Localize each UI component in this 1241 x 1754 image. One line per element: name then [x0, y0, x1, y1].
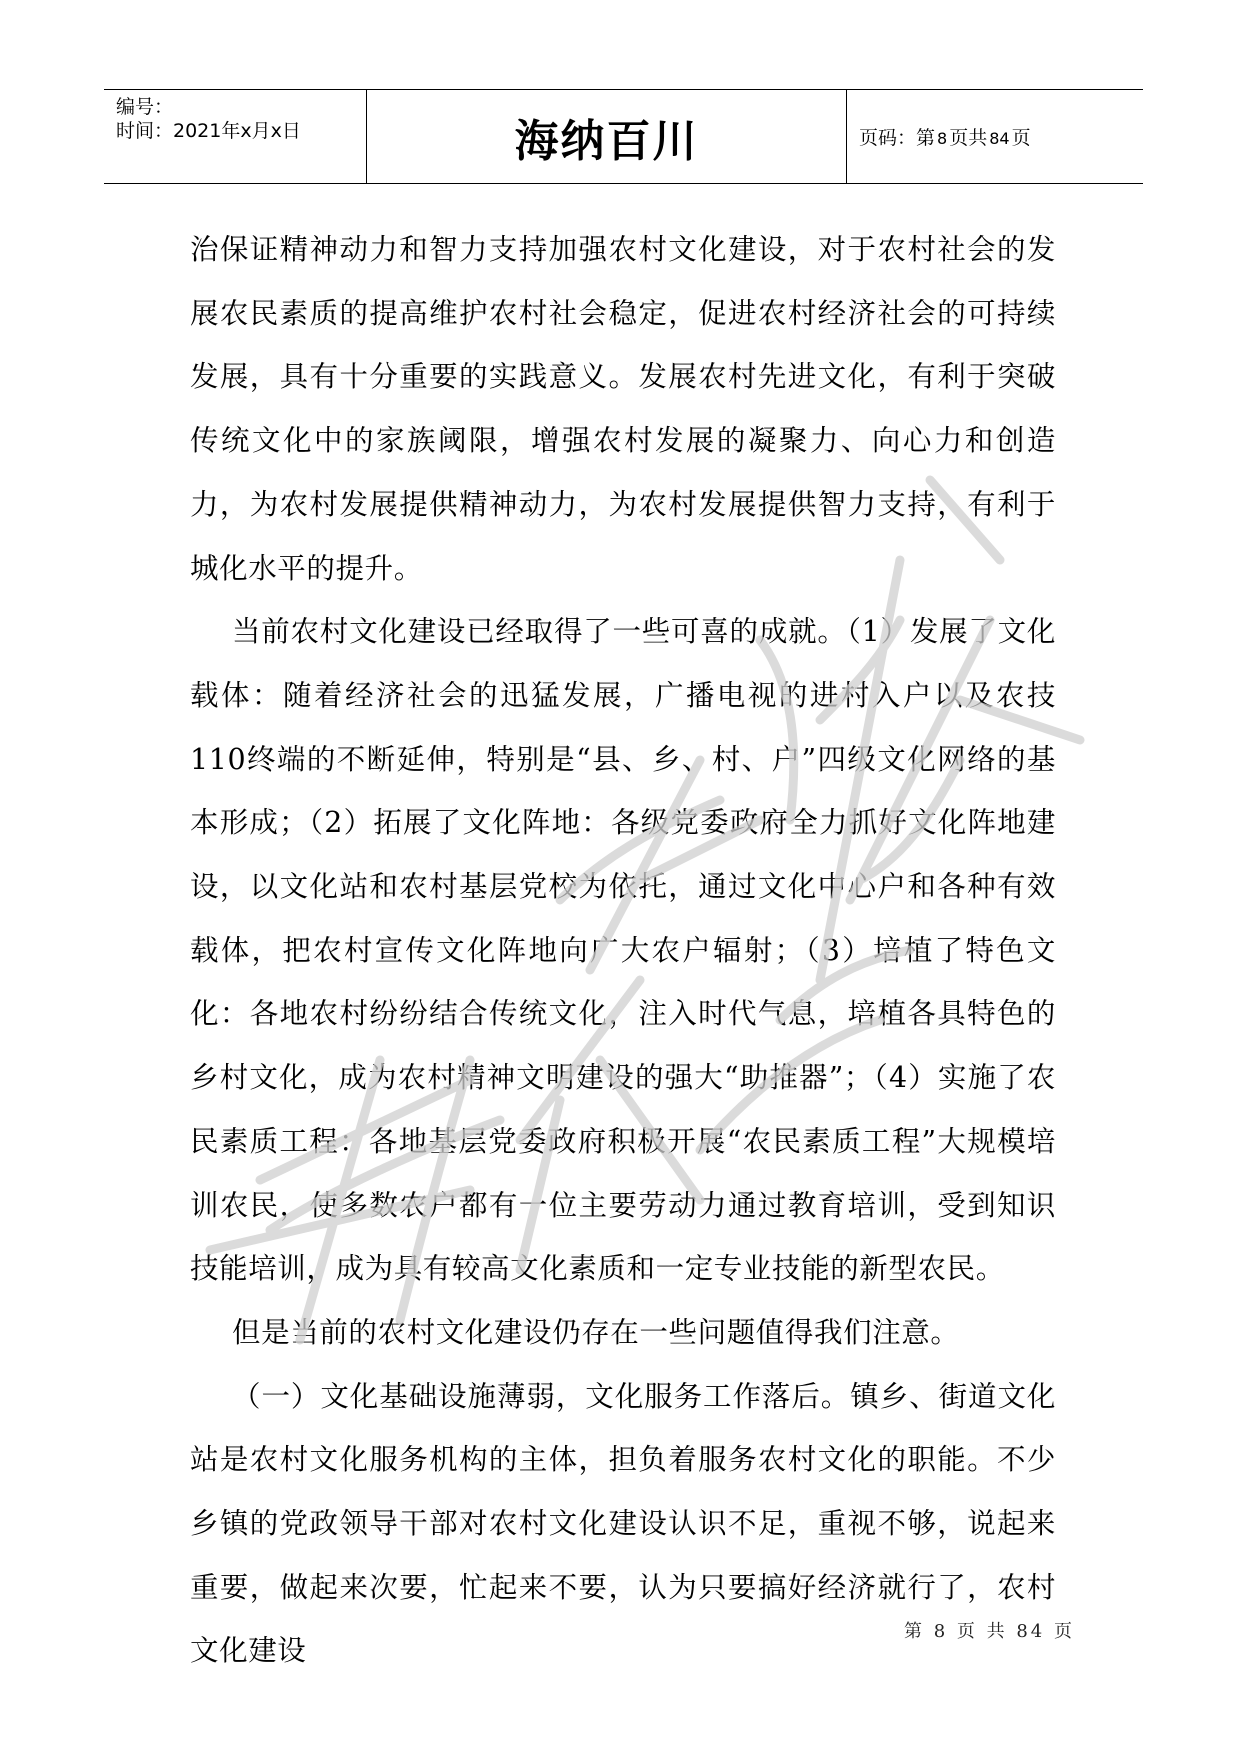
header-title-cell	[367, 90, 847, 183]
paragraph: 治保证精神动力和智力支持加强农村文化建设，对于农村社会的发展农民素质的提高维护农村社会稳定，促进农村经济社会的可持续发展，具有十分重要的实践意义。发展农村先进文化，有利于突破传统文化中的家族阈限，增强农村发展的凝聚力、向心力和创造力，为农村发展提供精神动力，为农村发展提供智力支持，有利于城化水平的提升。	[190, 233, 1056, 585]
paragraph: （一）文化基础设施薄弱，文化服务工作落后。镇乡、街道文化站是农村文化服务机构的主体，担负着服务农村文化的职能。不少乡镇的党政领导干部对农村文化建设认识不足，重视不够，说起来重要，做起来次要，忙起来不要，认为只要搞好经济就行了，农村文化建设	[190, 1379, 1056, 1668]
header-page-info	[859, 123, 1031, 150]
header-left-cell	[104, 90, 367, 183]
page-suffix: 页	[1011, 127, 1031, 149]
header-title: 海纳百川	[514, 115, 699, 167]
header-page-cell	[847, 90, 1143, 183]
paragraph: 当前农村文化建设已经取得了一些可喜的成就。（1）发展了文化载体：随着经济社会的迅猛发展，广播电视的进村入户以及农技110终端的不断延伸，特别是“县、乡、村、户”四级文化网络的基本形成；（2）拓展了文化阵地：各级党委政府全力抓好文化阵地建设，以文化站和农村基层党校为依托，通过文化中心户和各种有效载体，把农村宣传文化阵地向广大农户辐射；（3）培植了特色文化：各地农村纷纷结合传统文化，注入时代气息，培植各具特色的乡村文化，成为农村精神文明建设的强大“助推器”；（4）实施了农民素质工程：各地基层党委政府积极开展“农民素质工程”大规模培训农民，使多数农户都有一位主要劳动力通过教育培训，受到知识技能培训，成为具有较高文化素质和一定专业技能的新型农民。	[190, 615, 1056, 1286]
document-body	[190, 218, 1056, 1683]
page-number: 8	[937, 129, 948, 148]
page-header	[104, 89, 1143, 184]
document-time-label: 时间：2021年x月x日	[116, 120, 301, 142]
page-footer: 第 8 页 共 84 页	[904, 1621, 1075, 1642]
paragraph: 但是当前的农村文化建设仍存在一些问题值得我们注意。	[232, 1315, 960, 1349]
page-middle: 页共	[949, 127, 988, 149]
page-prefix: 页码：第	[859, 127, 936, 149]
page-total: 84	[989, 129, 1010, 148]
document-number-label: 编号：	[116, 96, 174, 118]
